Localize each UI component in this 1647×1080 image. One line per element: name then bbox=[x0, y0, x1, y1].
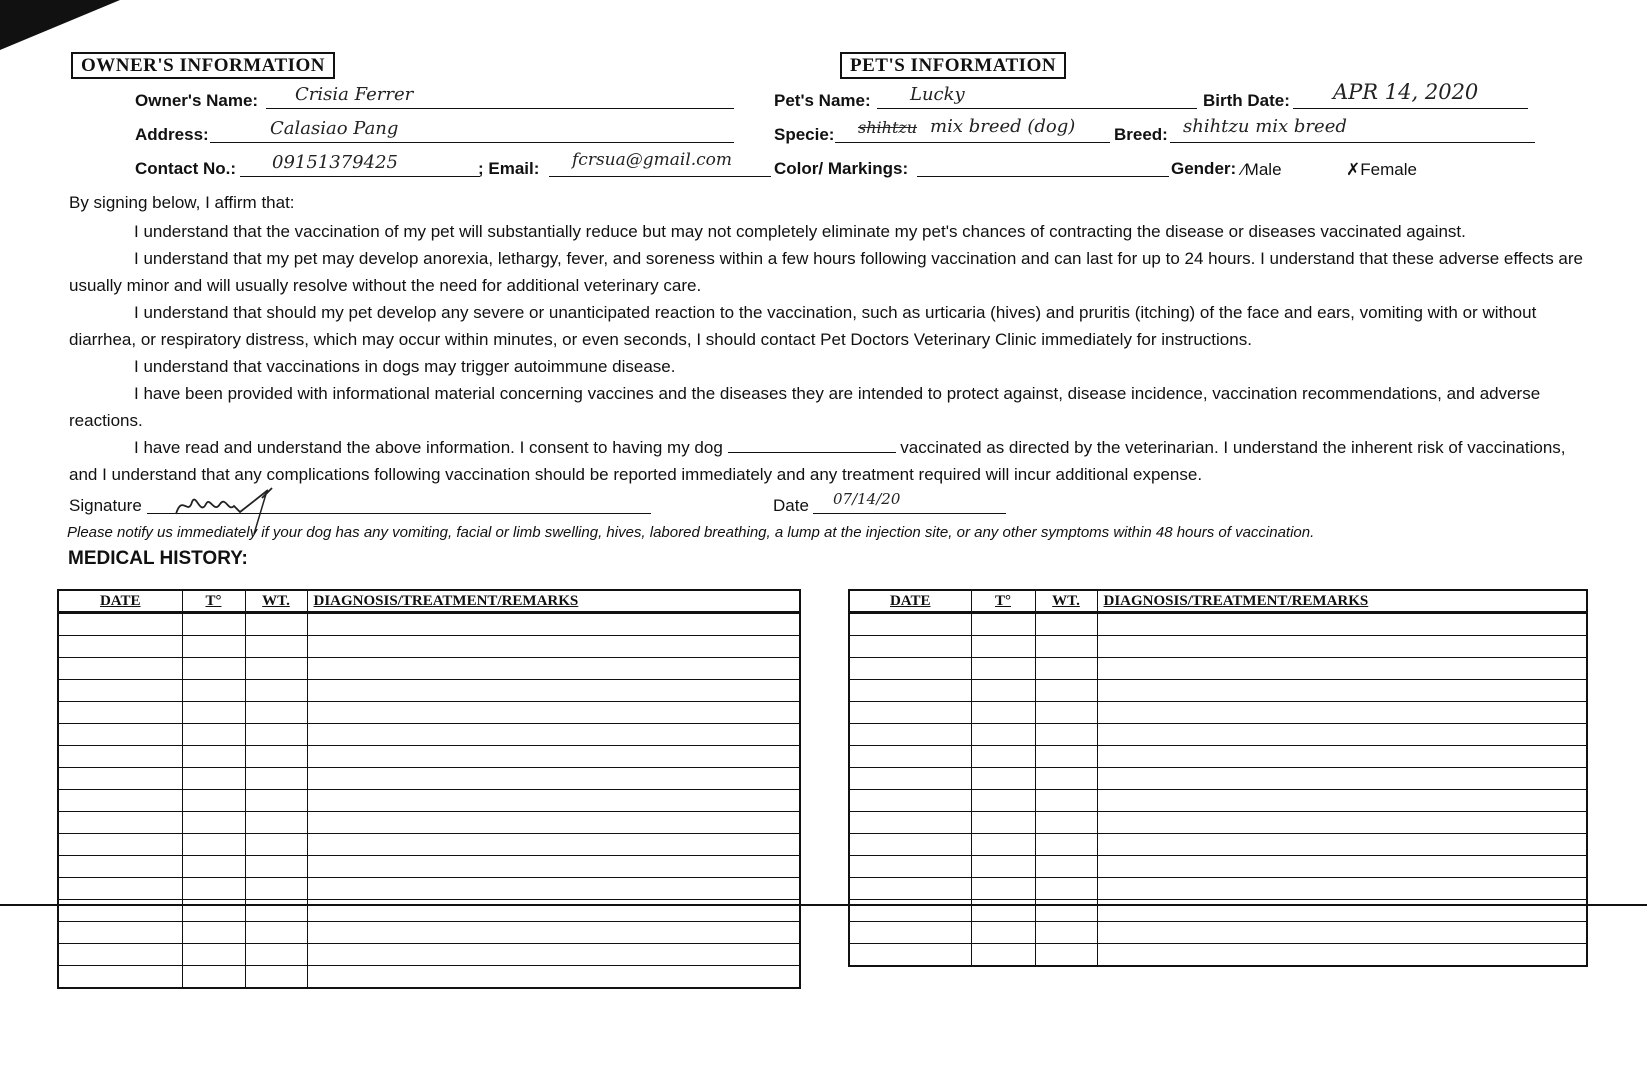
table-cell[interactable] bbox=[1035, 834, 1097, 856]
table-cell[interactable] bbox=[58, 658, 182, 680]
table-row bbox=[58, 768, 800, 790]
column-temperature: T° bbox=[182, 590, 245, 613]
table-cell[interactable] bbox=[182, 658, 245, 680]
table-cell[interactable] bbox=[1097, 768, 1587, 790]
table-cell[interactable] bbox=[307, 658, 800, 680]
color-markings-line[interactable] bbox=[917, 176, 1169, 177]
table-cell[interactable] bbox=[307, 790, 800, 812]
table-cell[interactable] bbox=[1097, 856, 1587, 878]
check-mark-icon: ✗ bbox=[1346, 160, 1361, 179]
table-cell[interactable] bbox=[307, 944, 800, 966]
table-cell[interactable] bbox=[182, 746, 245, 768]
pet-name-field[interactable]: Lucky bbox=[910, 84, 965, 105]
owner-name-label: Owner's Name: bbox=[135, 91, 259, 110]
table-cell[interactable] bbox=[1097, 790, 1587, 812]
owner-name-field[interactable]: Crisia Ferrer bbox=[295, 84, 414, 105]
table-cell[interactable] bbox=[1035, 636, 1097, 658]
table-cell[interactable] bbox=[307, 746, 800, 768]
table-cell[interactable] bbox=[1097, 944, 1587, 967]
table-cell[interactable] bbox=[58, 834, 182, 856]
checkbox-mark-icon: ⁄ bbox=[1242, 162, 1245, 179]
table-cell[interactable] bbox=[1097, 900, 1587, 922]
gender-male-label: Male bbox=[1244, 160, 1282, 179]
gender-male-option[interactable] bbox=[1242, 160, 1282, 180]
specie-label: Specie: bbox=[774, 125, 835, 144]
table-cell[interactable] bbox=[971, 834, 1035, 856]
table-row bbox=[58, 922, 800, 944]
table-cell[interactable] bbox=[849, 613, 971, 636]
consent-paragraph-6a: I have read and understand the above information. I consent to having my dog bbox=[134, 438, 723, 457]
date-field[interactable]: 07/14/20 bbox=[833, 490, 901, 508]
medical-history-table-left bbox=[57, 589, 801, 989]
table-cell[interactable] bbox=[307, 878, 800, 900]
table-cell[interactable] bbox=[245, 812, 307, 834]
column-diagnosis: DIAGNOSIS/TREATMENT/REMARKS bbox=[307, 590, 800, 613]
table-row bbox=[849, 613, 1587, 636]
table-row bbox=[849, 834, 1587, 856]
table-cell[interactable] bbox=[245, 636, 307, 658]
scan-corner-mark bbox=[0, 0, 120, 50]
table-cell[interactable] bbox=[1097, 812, 1587, 834]
table-row bbox=[849, 724, 1587, 746]
table-cell[interactable] bbox=[307, 922, 800, 944]
table-cell[interactable] bbox=[182, 636, 245, 658]
table-cell[interactable] bbox=[849, 856, 971, 878]
table-cell[interactable] bbox=[971, 636, 1035, 658]
table-cell[interactable] bbox=[182, 680, 245, 702]
table-cell[interactable] bbox=[971, 812, 1035, 834]
table-cell[interactable] bbox=[307, 680, 800, 702]
table-cell[interactable] bbox=[182, 900, 245, 922]
gender-female-label: Female bbox=[1360, 160, 1417, 179]
table-cell[interactable] bbox=[58, 613, 182, 636]
consent-intro: By signing below, I affirm that: bbox=[69, 193, 295, 212]
table-cell[interactable] bbox=[245, 966, 307, 989]
table-cell[interactable] bbox=[307, 856, 800, 878]
table-cell[interactable] bbox=[182, 613, 245, 636]
table-cell[interactable] bbox=[849, 922, 971, 944]
table-cell[interactable] bbox=[971, 768, 1035, 790]
table-cell[interactable] bbox=[245, 680, 307, 702]
table-cell[interactable] bbox=[245, 834, 307, 856]
consent-paragraph-3: I understand that should my pet develop any severe or unanticipated reaction to the vaccination, such as urticaria (hives) and pruritis (itching) of the face and ears, vomiting with or without diarrhea, or respiratory distress, which may occur within minutes, or even seconds, I should contact Pet Doctors Veterinary Clinic immediately for instructions. bbox=[69, 303, 1537, 349]
table-cell[interactable] bbox=[245, 768, 307, 790]
table-cell[interactable] bbox=[971, 790, 1035, 812]
table-row bbox=[849, 746, 1587, 768]
table-cell[interactable] bbox=[1035, 856, 1097, 878]
table-cell[interactable] bbox=[849, 746, 971, 768]
table-cell[interactable] bbox=[245, 922, 307, 944]
breed-line bbox=[1170, 142, 1535, 143]
consent-paragraph-6b: vaccinated as directed by the veterinarian. I understand the inherent risk of vaccinations, and I understand that any complications following vaccination should be reported immediately and any treatment required will incur additional expense. bbox=[69, 438, 1566, 484]
table-row bbox=[58, 790, 800, 812]
color-markings-label: Color/ Markings: bbox=[774, 159, 909, 178]
address-line bbox=[210, 142, 734, 143]
table-cell[interactable] bbox=[307, 613, 800, 636]
table-cell[interactable] bbox=[849, 944, 971, 967]
email-label: ; Email: bbox=[478, 159, 540, 178]
column-weight: WT. bbox=[245, 590, 307, 613]
consent-paragraph-4: I understand that vaccinations in dogs may trigger autoimmune disease. bbox=[134, 357, 676, 376]
table-cell[interactable] bbox=[849, 900, 971, 922]
column-weight: WT. bbox=[1035, 590, 1097, 613]
table-cell[interactable] bbox=[971, 680, 1035, 702]
table-row bbox=[58, 900, 800, 922]
table-row bbox=[58, 944, 800, 966]
table-cell[interactable] bbox=[849, 636, 971, 658]
table-cell[interactable] bbox=[971, 613, 1035, 636]
table-cell[interactable] bbox=[182, 790, 245, 812]
table-row bbox=[849, 878, 1587, 900]
table-cell[interactable] bbox=[1097, 834, 1587, 856]
table-row bbox=[849, 944, 1587, 967]
table-cell[interactable] bbox=[58, 746, 182, 768]
table-header-row bbox=[849, 590, 1587, 613]
table-row bbox=[849, 636, 1587, 658]
table-row bbox=[849, 790, 1587, 812]
table-cell[interactable] bbox=[245, 702, 307, 724]
breed-field[interactable]: shihtzu mix breed bbox=[1183, 116, 1347, 137]
table-header-row bbox=[58, 590, 800, 613]
table-row bbox=[849, 812, 1587, 834]
table-cell[interactable] bbox=[1035, 922, 1097, 944]
dog-name-blank[interactable] bbox=[728, 438, 896, 453]
table-cell[interactable] bbox=[58, 900, 182, 922]
table-cell[interactable] bbox=[971, 658, 1035, 680]
table-cell[interactable] bbox=[307, 834, 800, 856]
table-cell[interactable] bbox=[182, 768, 245, 790]
table-cell[interactable] bbox=[58, 922, 182, 944]
table-cell[interactable] bbox=[849, 768, 971, 790]
table-row bbox=[58, 658, 800, 680]
table-row bbox=[849, 768, 1587, 790]
table-cell[interactable] bbox=[1035, 944, 1097, 967]
table-cell[interactable] bbox=[1097, 702, 1587, 724]
address-field[interactable]: Calasiao Pang bbox=[270, 118, 399, 139]
table-cell[interactable] bbox=[849, 724, 971, 746]
date-line bbox=[813, 513, 1006, 514]
table-cell[interactable] bbox=[849, 834, 971, 856]
table-row bbox=[849, 922, 1587, 944]
table-row bbox=[58, 636, 800, 658]
table-row bbox=[58, 680, 800, 702]
table-cell[interactable] bbox=[58, 966, 182, 989]
table-cell[interactable] bbox=[58, 680, 182, 702]
table-cell[interactable] bbox=[245, 856, 307, 878]
table-cell[interactable] bbox=[307, 768, 800, 790]
column-temperature: T° bbox=[971, 590, 1035, 613]
table-row bbox=[849, 900, 1587, 922]
table-row bbox=[58, 856, 800, 878]
table-cell[interactable] bbox=[1097, 658, 1587, 680]
contact-label: Contact No.: bbox=[135, 159, 237, 178]
column-date: DATE bbox=[58, 590, 182, 613]
consent-paragraph-2: I understand that my pet may develop anorexia, lethargy, fever, and soreness within a few hours following vaccination and can last for up to 24 hours. I understand that these adverse effects are usually minor and will usually resolve without the need for additional veterinary care. bbox=[69, 249, 1584, 295]
pet-section-title: PET'S INFORMATION bbox=[840, 52, 1066, 79]
table-cell[interactable] bbox=[307, 702, 800, 724]
table-row bbox=[58, 746, 800, 768]
table-row bbox=[849, 658, 1587, 680]
table-cell[interactable] bbox=[971, 944, 1035, 967]
consent-paragraph-5: I have been provided with informational material concerning vaccines and the diseases they are intended to protect against, disease incidence, vaccination recommendations, and adverse reactions. bbox=[69, 384, 1541, 430]
table-cell[interactable] bbox=[245, 944, 307, 966]
table-cell[interactable] bbox=[1035, 878, 1097, 900]
table-cell[interactable] bbox=[1035, 900, 1097, 922]
birth-date-line bbox=[1293, 108, 1528, 109]
medical-history-table-right bbox=[848, 589, 1588, 967]
table-cell[interactable] bbox=[1035, 812, 1097, 834]
specie-field[interactable]: mix breed (dog) bbox=[930, 116, 1076, 137]
table-cell[interactable] bbox=[182, 944, 245, 966]
table-row bbox=[58, 613, 800, 636]
table-cell[interactable] bbox=[1035, 746, 1097, 768]
birth-date-field[interactable]: APR 14, 2020 bbox=[1333, 80, 1479, 104]
table-cell[interactable] bbox=[58, 878, 182, 900]
table-row bbox=[58, 878, 800, 900]
table-cell[interactable] bbox=[307, 966, 800, 989]
table-row bbox=[58, 834, 800, 856]
specie-line bbox=[835, 142, 1110, 143]
table-cell[interactable] bbox=[245, 724, 307, 746]
table-row bbox=[849, 856, 1587, 878]
table-cell[interactable] bbox=[1035, 658, 1097, 680]
table-cell[interactable] bbox=[182, 922, 245, 944]
owner-section-title: OWNER'S INFORMATION bbox=[71, 52, 335, 79]
table-row bbox=[849, 702, 1587, 724]
table-cell[interactable] bbox=[849, 680, 971, 702]
table-cell[interactable] bbox=[1035, 702, 1097, 724]
table-cell[interactable] bbox=[1035, 680, 1097, 702]
specie-struck-text: shihtzu bbox=[858, 118, 918, 137]
table-cell[interactable] bbox=[1097, 922, 1587, 944]
table-cell[interactable] bbox=[245, 613, 307, 636]
table-cell[interactable] bbox=[971, 724, 1035, 746]
contact-field[interactable]: 09151379425 bbox=[272, 152, 398, 173]
date-label: Date bbox=[773, 496, 809, 515]
table-cell[interactable] bbox=[1097, 636, 1587, 658]
notice-text: Please notify us immediately if your dog has any vomiting, facial or limb swelling, hives, labored breathing, a lump at the injection site, or any other symptoms within 48 hours of vaccination. bbox=[67, 524, 1315, 541]
table-cell[interactable] bbox=[971, 878, 1035, 900]
table-cell[interactable] bbox=[849, 702, 971, 724]
table-cell[interactable] bbox=[307, 812, 800, 834]
table-cell[interactable] bbox=[182, 724, 245, 746]
table-cell[interactable] bbox=[58, 790, 182, 812]
email-field[interactable]: fcrsua@gmail.com bbox=[572, 150, 733, 170]
table-cell[interactable] bbox=[849, 658, 971, 680]
table-cell[interactable] bbox=[1035, 613, 1097, 636]
table-cell[interactable] bbox=[182, 812, 245, 834]
table-cell[interactable] bbox=[182, 878, 245, 900]
table-cell[interactable] bbox=[1035, 768, 1097, 790]
table-row bbox=[849, 680, 1587, 702]
table-cell[interactable] bbox=[971, 922, 1035, 944]
table-cell[interactable] bbox=[1097, 746, 1587, 768]
table-cell[interactable] bbox=[307, 900, 800, 922]
table-row bbox=[58, 724, 800, 746]
gender-label: Gender: bbox=[1171, 159, 1237, 178]
table-cell[interactable] bbox=[971, 746, 1035, 768]
scan-artifact-line bbox=[0, 904, 1647, 906]
column-date: DATE bbox=[849, 590, 971, 613]
table-row bbox=[58, 812, 800, 834]
table-cell[interactable] bbox=[1097, 724, 1587, 746]
table-cell[interactable] bbox=[245, 746, 307, 768]
signature-label: Signature bbox=[69, 496, 142, 515]
table-cell[interactable] bbox=[245, 790, 307, 812]
table-cell[interactable] bbox=[182, 966, 245, 989]
address-label: Address: bbox=[135, 125, 209, 144]
table-cell[interactable] bbox=[245, 878, 307, 900]
table-cell[interactable] bbox=[182, 834, 245, 856]
table-row bbox=[58, 966, 800, 989]
gender-female-option[interactable] bbox=[1346, 160, 1417, 180]
table-cell[interactable] bbox=[307, 724, 800, 746]
table-cell[interactable] bbox=[307, 636, 800, 658]
table-cell[interactable] bbox=[1097, 613, 1587, 636]
table-cell[interactable] bbox=[58, 944, 182, 966]
table-cell[interactable] bbox=[245, 900, 307, 922]
table-cell[interactable] bbox=[245, 658, 307, 680]
table-cell[interactable] bbox=[1035, 790, 1097, 812]
table-cell[interactable] bbox=[971, 900, 1035, 922]
medical-history-title: MEDICAL HISTORY: bbox=[68, 548, 248, 569]
consent-paragraph-1: I understand that the vaccination of my pet will substantially reduce but may not completely eliminate my pet's chances of contracting the disease or diseases vaccinated against. bbox=[134, 222, 1466, 241]
table-cell[interactable] bbox=[58, 636, 182, 658]
table-cell[interactable] bbox=[849, 790, 971, 812]
email-line bbox=[549, 176, 771, 177]
table-cell[interactable] bbox=[849, 878, 971, 900]
table-cell[interactable] bbox=[1097, 878, 1587, 900]
consent-paragraphs bbox=[69, 218, 1589, 488]
table-cell[interactable] bbox=[58, 768, 182, 790]
pet-name-label: Pet's Name: bbox=[774, 91, 871, 110]
pet-name-line bbox=[877, 108, 1197, 109]
table-cell[interactable] bbox=[849, 812, 971, 834]
table-cell[interactable] bbox=[182, 856, 245, 878]
table-cell[interactable] bbox=[1097, 680, 1587, 702]
breed-label: Breed: bbox=[1114, 125, 1168, 144]
table-cell[interactable] bbox=[971, 856, 1035, 878]
table-cell[interactable] bbox=[58, 856, 182, 878]
table-cell[interactable] bbox=[182, 702, 245, 724]
birth-date-label: Birth Date: bbox=[1203, 91, 1290, 110]
table-row bbox=[58, 702, 800, 724]
table-cell[interactable] bbox=[971, 702, 1035, 724]
table-cell[interactable] bbox=[58, 724, 182, 746]
table-cell[interactable] bbox=[1035, 724, 1097, 746]
contact-line bbox=[240, 176, 480, 177]
table-cell[interactable] bbox=[58, 812, 182, 834]
consent-paragraph-6 bbox=[69, 434, 1589, 488]
column-diagnosis: DIAGNOSIS/TREATMENT/REMARKS bbox=[1097, 590, 1587, 613]
table-cell[interactable] bbox=[58, 702, 182, 724]
owner-name-line bbox=[266, 108, 734, 109]
